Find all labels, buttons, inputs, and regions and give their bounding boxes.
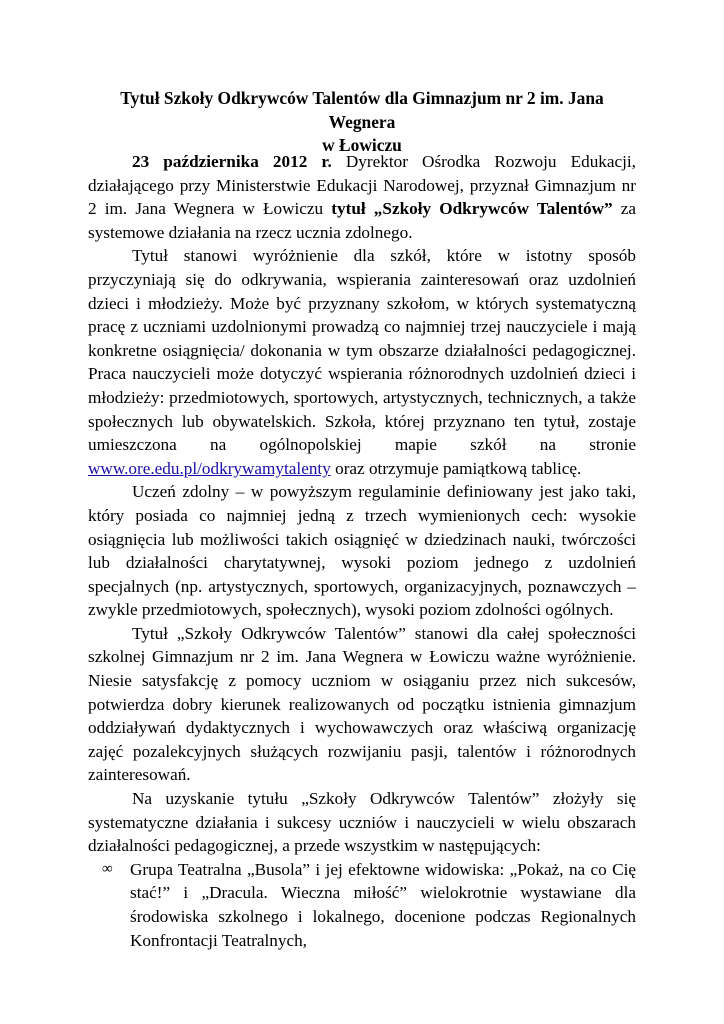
paragraph-gifted-student: Uczeń zdolny – w powyższym regulaminie definiowany jest jako taki, który posiada co najmniej jedną z trzech wymienionych cech: wysokie osiągnięcia lub możliwości takich osiągnięć w dziedzinach nauki, twórczości lub działalności charytatywnej, wysoki poziom jednego z uzdolnień specjalnych (np. artystycznych, sportowych, organizacyjnych, poznawczych – zwykle przedmiotowych, społecznych), wysoki poziom zdolności ogólnych. <box>88 482 636 620</box>
paragraph-title-description <box>88 244 636 480</box>
title-line-2: w Łowiczu <box>322 135 402 155</box>
paragraph-achievements-intro: Na uzyskanie tytułu „Szkoły Odkrywców Talentów” złożyły się systematyczne działania i sukcesy uczniów i nauczycieli w wielu obszarach działalności pedagogicznej, a przede wszystkim w następujących: <box>88 789 636 856</box>
award-date: 23 października 2012 r. <box>132 152 332 171</box>
document-body <box>88 150 636 952</box>
list-item-text: Grupa Teatralna „Busola” i jej efektowne widowiska: „Pokaż, na co Cię stać!” i „Dracula. Wieczna miłość” wielokrotnie wystawiane dla środowiska szkolnego i lokalnego, docenione podczas Regionalnych Konfrontacji Teatralnych, <box>130 859 636 950</box>
award-title: tytuł „Szkoły Odkrywców Talentów” <box>331 199 613 219</box>
list-item <box>88 858 636 952</box>
paragraph-school-distinction: Tytuł „Szkoły Odkrywców Talentów” stanowi dla całej społeczności szkolnej Gimnazjum nr 2 im. Jana Wegnera w Łowiczu ważne wyróżnienie. Niesie satysfakcję z pomocy uczniom w osiąganiu przez nich sukcesów, potwierdza dobry kierunek realizowanych od początku istnienia gimnazjum oddziaływań dydaktycznych i wychowawczych oraz właściwą organizację zajęć pozalekcyjnych służących rozwijaniu pasji, talentów i różnorodnych zainteresowań. <box>88 623 636 785</box>
description-text-b: oraz otrzymuje pamiątkową tablicę. <box>330 458 582 478</box>
ore-link[interactable]: www.ore.edu.pl/odkrywamytalenty <box>88 458 331 478</box>
award-text-b: za systemowe działania na rzecz ucznia zdolnego. <box>88 199 637 242</box>
paragraph-award <box>88 150 636 244</box>
description-text-a: Tytuł stanowi wyróżnienie dla szkół, które w istotny sposób przyczyniają się do odkrywania, wspierania zainteresowań oraz uzdolnień dzieci i młodzieży. Może być przyznany szkołom, w których systematyczną pracę z uczniami uzdolnionymi prowadzą co najmniej trzej nauczyciele i mają konkretne osiągnięcia/ dokonania w tym obszarze działalności pedagogicznej. Praca nauczycieli może dotyczyć wspierania różnorodnych uzdolnień dzieci i młodzieży: przedmiotowych, sportowych, artystycznych, technicznych, a także społecznych lub obywatelskich. Szkoła, której przyznano ten tytuł, zostaje umieszczona na ogólnopolskiej mapie szkół na stronie <box>88 246 636 455</box>
title-line-1: Tytuł Szkoły Odkrywców Talentów dla Gimnazjum nr 2 im. Jana Wegnera <box>120 88 604 132</box>
infinity-bullet-icon: ∞ <box>102 860 113 877</box>
document-title <box>88 87 636 158</box>
award-text-a: Dyrektor Ośrodka Rozwoju Edukacji, działającego przy Ministerstwie Edukacji Narodowej, przyznał Gimnazjum nr 2 im. Jana Wegnera w Łowiczu <box>88 152 636 219</box>
